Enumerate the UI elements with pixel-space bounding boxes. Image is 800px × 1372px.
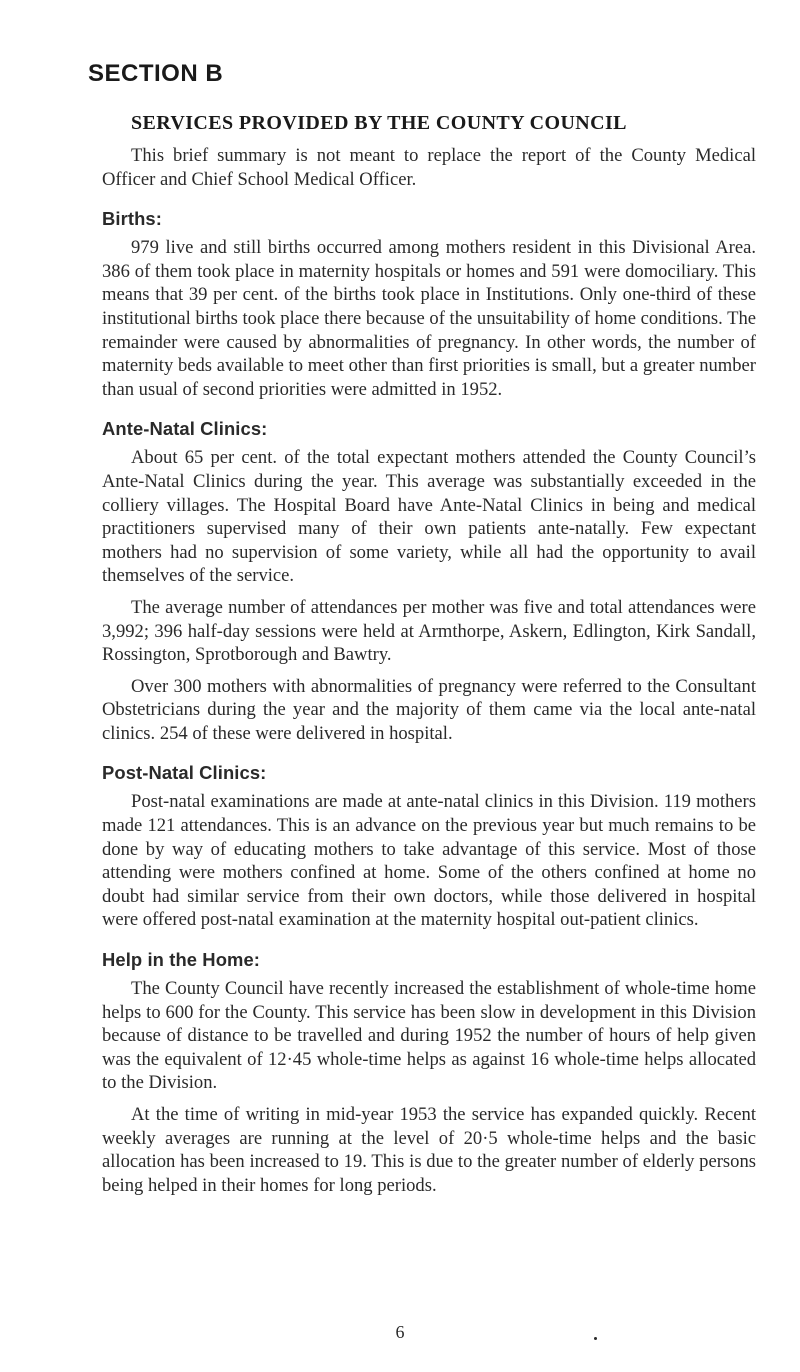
page-number: 6	[395, 1322, 405, 1342]
intro-paragraph: This brief summary is not meant to replace the report of the County Medical Officer and Chief School Medical Officer.	[102, 145, 756, 190]
homehelp-heading: Help in the Home:	[102, 949, 261, 971]
homehelp-paragraph-2: At the time of writing in mid-year 1953 the service has expanded quickly. Recent weekly averages are running at the level of 20·5 whole-time helps and the basic allocation has been increased to 19. This is due to the greater number of elderly persons being helped in their homes for long periods.	[102, 1104, 756, 1196]
document-body	[102, 144, 756, 1205]
section-title: SECTION B	[88, 60, 224, 87]
antenatal-paragraph-2: The average number of attendances per mother was five and total attendances were 3,992; 396 half-day sessions were held at Armthorpe, Askern, Edlington, Kirk Sandall, Rossington, Sprotborough and Bawtry.	[102, 596, 756, 666]
births-paragraph-1: 979 live and still births occurred among mothers resident in this Divisional Area. 386 of them took place in maternity hospitals or homes and 591 were domociliary. This means that 39 per cent. of the births took place in Institutions. Only one-third of these institutional births took place there because of the unsuitability of home conditions. The remainder were caused by abnormalities of pregnancy. In other words, the number of maternity beds available to meet other than first priorities is small, but a greater number than usual of second priorities were admitted in 1952.	[102, 237, 756, 400]
antenatal-paragraph-3: Over 300 mothers with abnormalities of pregnancy were referred to the Consultant Obstetricians during the year and the majority of them came via the local ante-natal clinics. 254 of these were delivered in hospital.	[102, 675, 756, 744]
antenatal-paragraph-1: About 65 per cent. of the total expectant mothers attended the County Council’s Ante-Natal Clinics during the year. This average was substantially exceeded in the colliery villages. The Hospital Board have Ante-Natal Clinics in being and medical practitioners supervised many of their own patients ante-natally. Few expectant mothers had no supervision of some variety, while all had the opportunity to avail themselves of the service.	[102, 447, 756, 587]
postnatal-paragraph-1: Post-natal examinations are made at ante-natal clinics in this Division. 119 mothers made 121 attendances. This is an advance on the previous year but much remains to be done by way of educating mothers to take advantage of this service. Most of those attending were mothers confined at home. Some of the others confined at home no doubt had similar service from their own doctors, while those delivered in hospital were offered post-natal examination at the maternity hospital out-patient clinics.	[102, 791, 756, 931]
homehelp-paragraph-1: The County Council have recently increased the establishment of whole-time home helps to 600 for the County. This service has been slow in development in this Division because of distance to be travelled and during 1952 the number of hours of help given was the equivalent of 12·45 whole-time helps as against 16 whole-time helps allocated to the Division.	[102, 978, 756, 1094]
postnatal-heading: Post-Natal Clinics:	[102, 762, 267, 784]
print-mark	[594, 1337, 597, 1340]
antenatal-heading: Ante-Natal Clinics:	[102, 418, 268, 440]
births-heading: Births:	[102, 208, 162, 230]
page-title: SERVICES PROVIDED BY THE COUNTY COUNCIL	[131, 112, 627, 134]
